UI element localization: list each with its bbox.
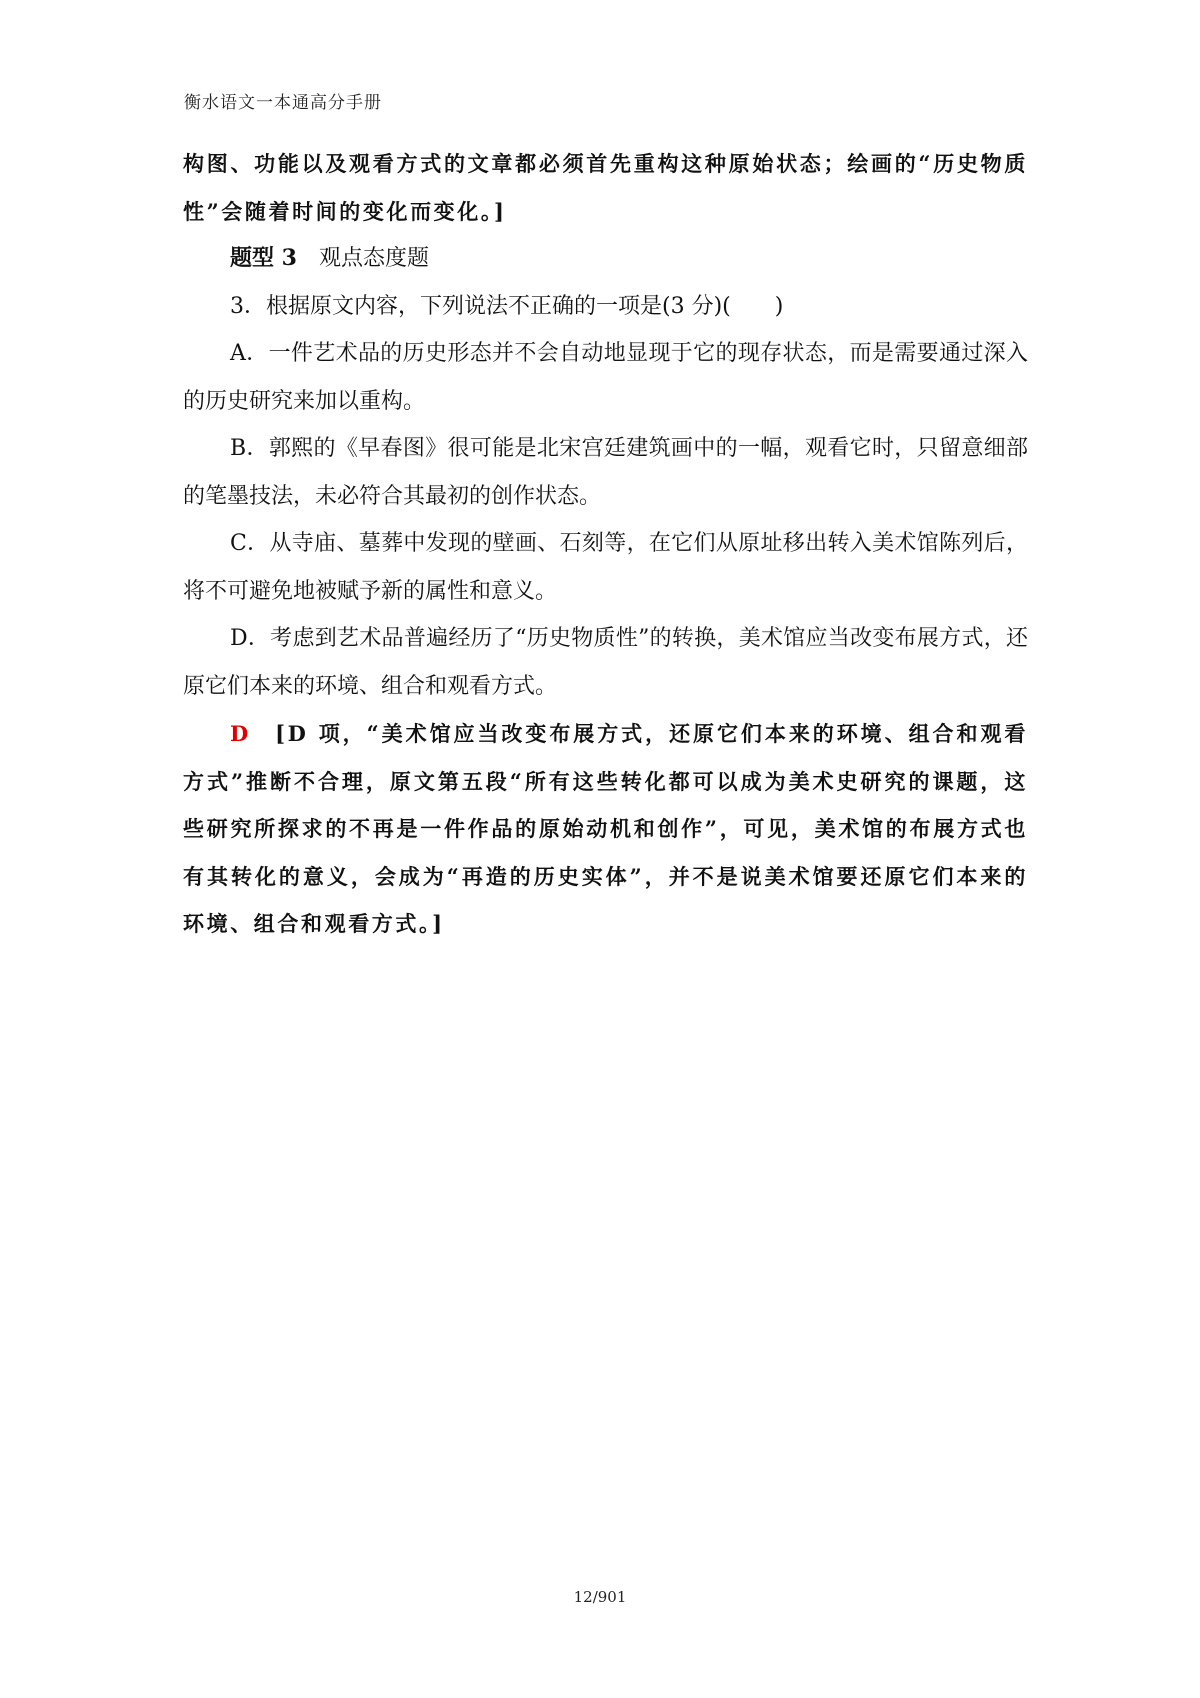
option-c: C．从寺庙、墓葬中发现的壁画、石刻等，在它们从原址移出转入美术馆陈列后，将不可避免地被赋予新的属性和意义。 <box>183 531 1028 604</box>
document-header: 衡水语文一本通高分手册 <box>184 93 382 113</box>
question-stem: 3．根据原文内容，下列说法不正确的一项是(3 分)( ) <box>230 293 784 319</box>
question-type-heading <box>183 235 1028 283</box>
option-a: A．一件艺术品的历史形态并不会自动地显现于它的现存状态，而是需要通过深入的历史研究来加以重构。 <box>183 341 1028 414</box>
previous-analysis-text: 构图、功能以及观看方式的文章都必须首先重构这种原始状态；绘画的“历史物质性”会随着时间的变化而变化。] <box>183 151 1028 224</box>
answer-analysis-text: [D 项，“美术馆应当改变布展方式，还原它们本来的环境、组合和观看方式”推断不合理，原文第五段“所有这些转化都可以成为美术史研究的课题，这些研究所探求的不再是一件作品的原始动机和创作”，可见，美术馆的布展方式也有其转化的意义，会成为“再造的历史实体”，并不是说美术馆要还原它们本来的环境、组合和观看方式。] <box>183 721 1028 936</box>
page-content <box>183 140 1028 948</box>
option-d: D．考虑到艺术品普遍经历了“历史物质性”的转换，美术馆应当改变布展方式，还原它们本来的环境、组合和观看方式。 <box>183 626 1028 699</box>
answer-analysis <box>183 710 1028 948</box>
question-type-name: 观点态度题 <box>318 246 429 271</box>
option-b: B．郭熙的《早春图》很可能是北宋宫廷建筑画中的一幅，观看它时，只留意细部的笔墨技法，未必符合其最初的创作状态。 <box>183 436 1028 509</box>
page-number: 12/901 <box>573 1588 627 1606</box>
answer-letter: D <box>230 721 251 746</box>
question-type-label: 题型 3 <box>230 245 297 271</box>
